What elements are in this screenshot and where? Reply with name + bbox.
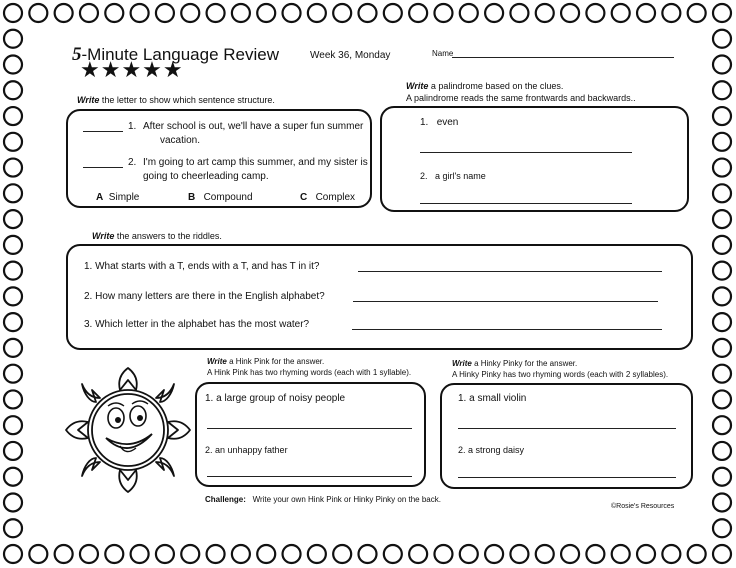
border-circle bbox=[688, 545, 706, 563]
border-circle bbox=[4, 545, 22, 563]
border-circle bbox=[4, 390, 22, 408]
border-circle bbox=[207, 4, 225, 22]
border-circle bbox=[359, 545, 377, 563]
border-circle bbox=[384, 545, 402, 563]
option-a: A Simple bbox=[96, 192, 140, 203]
border-circle bbox=[713, 133, 731, 151]
border-circle bbox=[4, 519, 22, 537]
border-circle bbox=[561, 4, 579, 22]
border-circle bbox=[156, 545, 174, 563]
hinkypinky-item-1: 1. a small violin bbox=[458, 393, 527, 404]
riddle-item-2: 2. How many letters are there in the English alphabet? bbox=[84, 291, 325, 302]
border-circle bbox=[232, 4, 250, 22]
border-circle bbox=[80, 545, 98, 563]
riddle-answer-line-2[interactable] bbox=[353, 301, 658, 302]
border-circle bbox=[308, 545, 326, 563]
border-circle bbox=[4, 262, 22, 280]
hinkpink-answer-line-2[interactable] bbox=[207, 476, 412, 477]
border-circle bbox=[713, 339, 731, 357]
structure-item-2-text: I'm going to art camp this summer, and my sister is bbox=[143, 157, 368, 168]
border-circle bbox=[409, 545, 427, 563]
border-circle bbox=[713, 468, 731, 486]
palindrome-definition: A palindrome reads the same frontwards and backwards.. bbox=[406, 93, 636, 103]
border-circle bbox=[688, 4, 706, 22]
week-label: Week 36, Monday bbox=[310, 50, 391, 61]
worksheet-title: 5-Minute Language Review bbox=[72, 44, 280, 65]
border-circle bbox=[612, 545, 630, 563]
border-circle bbox=[485, 4, 503, 22]
hinkypinky-answer-line-1[interactable] bbox=[458, 428, 676, 429]
border-circle bbox=[4, 133, 22, 151]
border-circle bbox=[4, 365, 22, 383]
riddle-answer-line-3[interactable] bbox=[352, 329, 662, 330]
hinkpink-definition: A Hink Pink has two rhyming words (each with 1 syllable). bbox=[207, 368, 412, 377]
riddle-item-3: 3. Which letter in the alphabet has the most water? bbox=[84, 319, 310, 330]
border-circle bbox=[29, 4, 47, 22]
border-circle bbox=[662, 4, 680, 22]
border-circle bbox=[409, 4, 427, 22]
border-circle bbox=[713, 262, 731, 280]
border-circle bbox=[485, 545, 503, 563]
border-circle bbox=[4, 287, 22, 305]
option-b: B Compound bbox=[188, 192, 253, 203]
hinkpink-item-2: 2. an unhappy father bbox=[205, 445, 288, 455]
border-circle bbox=[637, 545, 655, 563]
border-circle bbox=[283, 545, 301, 563]
hinkpink-box bbox=[195, 382, 426, 487]
border-circle bbox=[612, 4, 630, 22]
border-circle bbox=[510, 545, 528, 563]
border-circle bbox=[713, 519, 731, 537]
border-circle bbox=[713, 545, 731, 563]
border-circle bbox=[4, 210, 22, 228]
structure-instruction: Write the letter to show which sentence structure. bbox=[77, 95, 275, 105]
border-circle bbox=[713, 236, 731, 254]
border-circle bbox=[4, 81, 22, 99]
border-circle bbox=[713, 81, 731, 99]
riddle-answer-line-1[interactable] bbox=[358, 271, 662, 272]
border-circle bbox=[4, 4, 22, 22]
border-circle bbox=[434, 4, 452, 22]
border-circle bbox=[4, 236, 22, 254]
border-circle bbox=[4, 339, 22, 357]
palindrome-item-2: 2. a girl's name bbox=[420, 171, 486, 181]
border-circle bbox=[105, 4, 123, 22]
hinkypinky-instruction: Write a Hinky Pinky for the answer. bbox=[452, 359, 578, 368]
hinkpink-instruction: Write a Hink Pink for the answer. bbox=[207, 357, 325, 366]
hinkpink-item-1: 1. a large group of noisy people bbox=[205, 393, 346, 404]
border-circle bbox=[257, 545, 275, 563]
structure-item-1-num: 1. bbox=[128, 121, 137, 132]
hinkypinky-definition: A Hinky Pinky has two rhyming words (each with 2 syllables). bbox=[452, 370, 669, 379]
structure-item-2-text2: going to cheerleading camp. bbox=[143, 171, 269, 182]
border-circle bbox=[80, 4, 98, 22]
border-circle bbox=[308, 4, 326, 22]
border-circle bbox=[536, 545, 554, 563]
border-circle bbox=[4, 56, 22, 74]
border-circle bbox=[713, 56, 731, 74]
star-rating-icons: ★★★★★ bbox=[80, 57, 184, 82]
border-circle bbox=[713, 365, 731, 383]
palindrome-box bbox=[380, 106, 689, 212]
border-circle bbox=[333, 545, 351, 563]
border-circle bbox=[4, 313, 22, 331]
border-circle bbox=[207, 545, 225, 563]
border-circle bbox=[4, 416, 22, 434]
border-circle bbox=[4, 442, 22, 460]
border-circle bbox=[4, 159, 22, 177]
structure-box bbox=[66, 109, 372, 208]
border-circle bbox=[4, 107, 22, 125]
border-circle bbox=[713, 159, 731, 177]
border-circle bbox=[713, 210, 731, 228]
border-circle bbox=[460, 4, 478, 22]
border-circle bbox=[713, 313, 731, 331]
answer-line-2[interactable] bbox=[83, 167, 123, 168]
border-circle bbox=[156, 4, 174, 22]
palindrome-answer-line-1[interactable] bbox=[420, 152, 632, 153]
riddle-item-1: 1. What starts with a T, ends with a T, and has T in it? bbox=[84, 261, 320, 272]
name-label: Name bbox=[432, 49, 454, 58]
border-circle bbox=[4, 468, 22, 486]
hinkypinky-box bbox=[440, 383, 693, 489]
border-circle bbox=[131, 545, 149, 563]
palindrome-item-1: 1. even bbox=[420, 117, 459, 128]
hinkypinky-item-2: 2. a strong daisy bbox=[458, 445, 525, 455]
structure-item-1-text: After school is out, we'll have a super fun summer bbox=[143, 121, 364, 132]
border-circle bbox=[232, 545, 250, 563]
border-circle bbox=[257, 4, 275, 22]
border-circle bbox=[713, 30, 731, 48]
hinkypinky-answer-line-2[interactable] bbox=[458, 477, 676, 478]
border-circle bbox=[713, 107, 731, 125]
border-circle bbox=[105, 545, 123, 563]
answer-line-1[interactable] bbox=[83, 131, 123, 132]
border-circle bbox=[434, 545, 452, 563]
border-circle bbox=[359, 4, 377, 22]
border-circle bbox=[713, 287, 731, 305]
riddles-instruction: Write the answers to the riddles. bbox=[92, 231, 222, 241]
copyright-credit: ©Rosie's Resources bbox=[611, 503, 675, 510]
palindrome-instruction: Write a palindrome based on the clues. bbox=[406, 81, 564, 91]
smiling-sun-icon bbox=[58, 360, 198, 500]
hinkpink-answer-line-1[interactable] bbox=[207, 428, 412, 429]
border-circle bbox=[561, 545, 579, 563]
palindrome-answer-line-2[interactable] bbox=[420, 203, 632, 204]
border-circle bbox=[460, 545, 478, 563]
border-circle bbox=[333, 4, 351, 22]
border-circle bbox=[55, 4, 73, 22]
border-circle bbox=[4, 493, 22, 511]
border-circle bbox=[283, 4, 301, 22]
border-circle bbox=[4, 30, 22, 48]
border-circle bbox=[181, 4, 199, 22]
border-circle bbox=[713, 493, 731, 511]
border-circle bbox=[510, 4, 528, 22]
border-circle bbox=[29, 545, 47, 563]
option-c: C Complex bbox=[300, 192, 356, 203]
riddles-box bbox=[66, 244, 693, 350]
border-circle bbox=[55, 545, 73, 563]
name-line[interactable] bbox=[452, 57, 674, 58]
challenge-text: Challenge: Write your own Hink Pink or Hinky Pinky on the back. bbox=[205, 495, 441, 504]
border-circle bbox=[4, 184, 22, 202]
border-circle bbox=[586, 545, 604, 563]
border-circle bbox=[713, 184, 731, 202]
border-circle bbox=[713, 416, 731, 434]
border-circle bbox=[637, 4, 655, 22]
border-circle bbox=[713, 4, 731, 22]
border-circle bbox=[586, 4, 604, 22]
border-circle bbox=[713, 442, 731, 460]
border-circle bbox=[384, 4, 402, 22]
border-circle bbox=[181, 545, 199, 563]
border-circle bbox=[131, 4, 149, 22]
structure-item-1-text2: vacation. bbox=[160, 135, 201, 146]
structure-item-2-num: 2. bbox=[128, 157, 137, 168]
border-circle bbox=[536, 4, 554, 22]
border-circle bbox=[713, 390, 731, 408]
border-circle bbox=[662, 545, 680, 563]
